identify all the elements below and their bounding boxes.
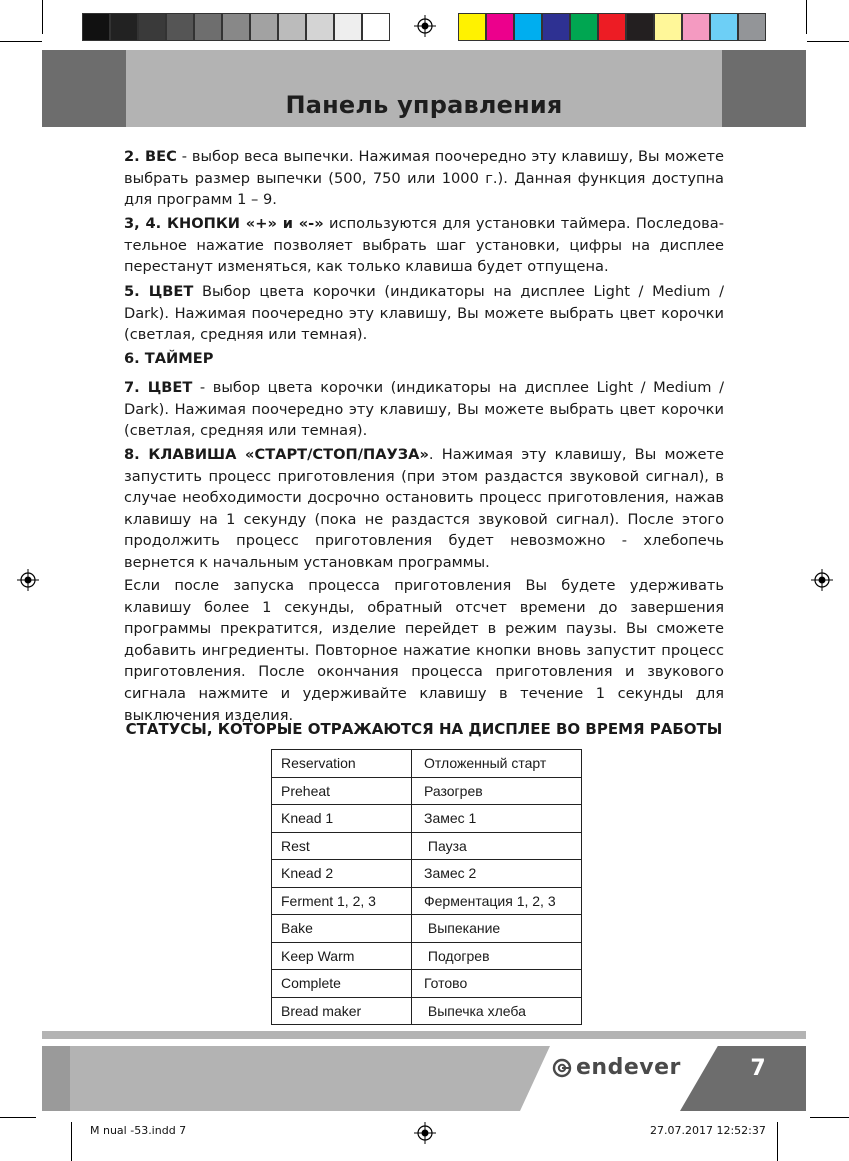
status-en: Keep Warm [272,942,412,970]
paragraph-label: 8. КЛАВИША «СТАРТ/СТОП/ПАУЗА» [124,446,429,463]
slug-filename: M nual -53.indd 7 [90,1124,187,1137]
crop-mark [807,41,849,42]
status-en: Ferment 1, 2, 3 [272,887,412,915]
color-swatch [654,13,682,41]
gray-swatch [334,13,362,41]
status-ru: Выпекание [412,915,582,943]
paragraph-label: 3, 4. КНОПКИ «+» и «-» [124,215,324,232]
header-accent-right [722,50,806,127]
color-swatch [486,13,514,41]
registration-mark-icon [17,569,39,591]
gray-swatch [138,13,166,41]
paragraph-label: 5. ЦВЕТ [124,283,194,300]
color-swatch [626,13,654,41]
paragraph-color-2 [124,377,724,442]
footer-divider [42,1031,806,1039]
header-accent-left [42,50,126,127]
paragraph-text: - выбор цвета корочки (индикаторы на дисплее Light / Medium / Dark). Нажимая поочередно эту клавишу, Вы можете выбрать цвет корочки (светлая, средняя или темная). [124,379,724,440]
gray-swatch [306,13,334,41]
paragraph-pause [124,575,724,726]
paragraph-text: - выбор веса выпечки. Нажимая поочередно эту клавишу, Вы можете выбрать размер выпечки (500, 750 или 1000 г.). Данная функция доступна для программ 1 – 9. [124,148,724,209]
table-row [272,777,582,805]
gray-swatch [82,13,110,41]
paragraph-text: Если после запуска процесса приготовления Вы будете удерживать клавишу более 1 секунды, обратный отсчет времени до завершения программы прекратится, изделие перейдет в режим паузы. Вы сможете добавить ингредиенты. Повторное нажатие кнопки вновь запустит процесс приготовления. После окончания процесса приготовления и звукового сигнала нажмите и удерживайте клавишу в течение 1 секунды для выключения изделия. [124,577,724,724]
gray-swatch [166,13,194,41]
status-en: Knead 2 [272,860,412,888]
status-ru: Готово [412,970,582,998]
table-row [272,970,582,998]
paragraph-label: 7. ЦВЕТ [124,379,193,396]
slug-timestamp: 27.07.2017 12:52:37 [650,1124,766,1137]
registration-mark-icon [414,1122,436,1144]
status-ru: Пауза [412,832,582,860]
status-ru: Отложенный старт [412,750,582,778]
status-ru: Выпечка хлеба [412,997,582,1025]
paragraph-text: Выбор цвета корочки (индикаторы на дисплее Light / Medium / Dark). Нажимая поочередно эту клавишу, Вы можете выбрать цвет корочки (светлая, средняя или темная). [124,283,724,344]
paragraph-timer [124,348,724,370]
table-row [272,915,582,943]
color-swatch [514,13,542,41]
table-row [272,887,582,915]
paragraph-weight [124,146,724,211]
brand-name: endever [576,1055,681,1080]
status-ru: Замес 2 [412,860,582,888]
gray-swatch [250,13,278,41]
gray-swatch [194,13,222,41]
color-swatch [738,13,766,41]
gray-swatch [362,13,390,41]
paragraph-start-stop [124,444,724,574]
table-row [272,860,582,888]
table-row [272,805,582,833]
status-en: Preheat [272,777,412,805]
color-swatch [542,13,570,41]
brand-logo-icon [552,1058,572,1078]
footer-accent-left [42,1046,70,1111]
paragraph-label: 6. ТАЙМЕР [124,350,214,367]
table-row [272,750,582,778]
status-ru: Замес 1 [412,805,582,833]
paragraph-text: . Нажимая эту клавишу, Вы можете запустить процесс приготовления (при этом раздастся звуковой сигнал), в случае необходимости досрочно остановить процесс приготовления, нажав клавишу на 1 секунду (пока не раздастся звуковой сигнал). После этого продолжить процесс приготовления будет невозможно - хлебопечь вернется к начальным установкам программы. [124,446,724,571]
status-en: Knead 1 [272,805,412,833]
registration-mark-icon [414,15,436,37]
gray-swatch [110,13,138,41]
gray-swatch [278,13,306,41]
page-number: 7 [750,1056,766,1081]
status-ru: Подогрев [412,942,582,970]
gray-swatch [222,13,250,41]
page-title: Панель управления [285,91,563,119]
crop-mark [0,1117,36,1118]
status-ru: Разогрев [412,777,582,805]
registration-mark-icon [811,569,833,591]
table-row [272,997,582,1025]
status-section-title: СТАТУСЫ, КОТОРЫЕ ОТРАЖАЮТСЯ НА ДИСПЛЕЕ ВО ВРЕМЯ РАБОТЫ [125,720,723,738]
table-row [272,832,582,860]
color-swatch [710,13,738,41]
color-swatch [458,13,486,41]
status-en: Bake [272,915,412,943]
status-en: Bread maker [272,997,412,1025]
color-swatch [598,13,626,41]
color-swatch [682,13,710,41]
paragraph-label: 2. ВЕС [124,148,177,165]
table-row [272,942,582,970]
crop-mark [806,0,807,34]
status-en: Complete [272,970,412,998]
paragraph-buttons [124,213,724,278]
paragraph-color [124,281,724,346]
crop-mark [810,1117,849,1118]
crop-mark [71,1122,72,1161]
paragraph-text: используются для установки таймера. Последова-тельное нажатие позволяет выбрать шаг установки, цифры на дисплее перестанут изменяться, как только клавиша будет отпущена. [124,215,724,276]
status-en: Rest [272,832,412,860]
crop-mark [0,41,42,42]
color-swatch [570,13,598,41]
status-en: Reservation [272,750,412,778]
crop-mark [777,1122,778,1161]
brand-logo [552,1055,681,1080]
crop-mark [42,0,43,34]
status-table [271,749,582,1025]
status-ru: Ферментация 1, 2, 3 [412,887,582,915]
